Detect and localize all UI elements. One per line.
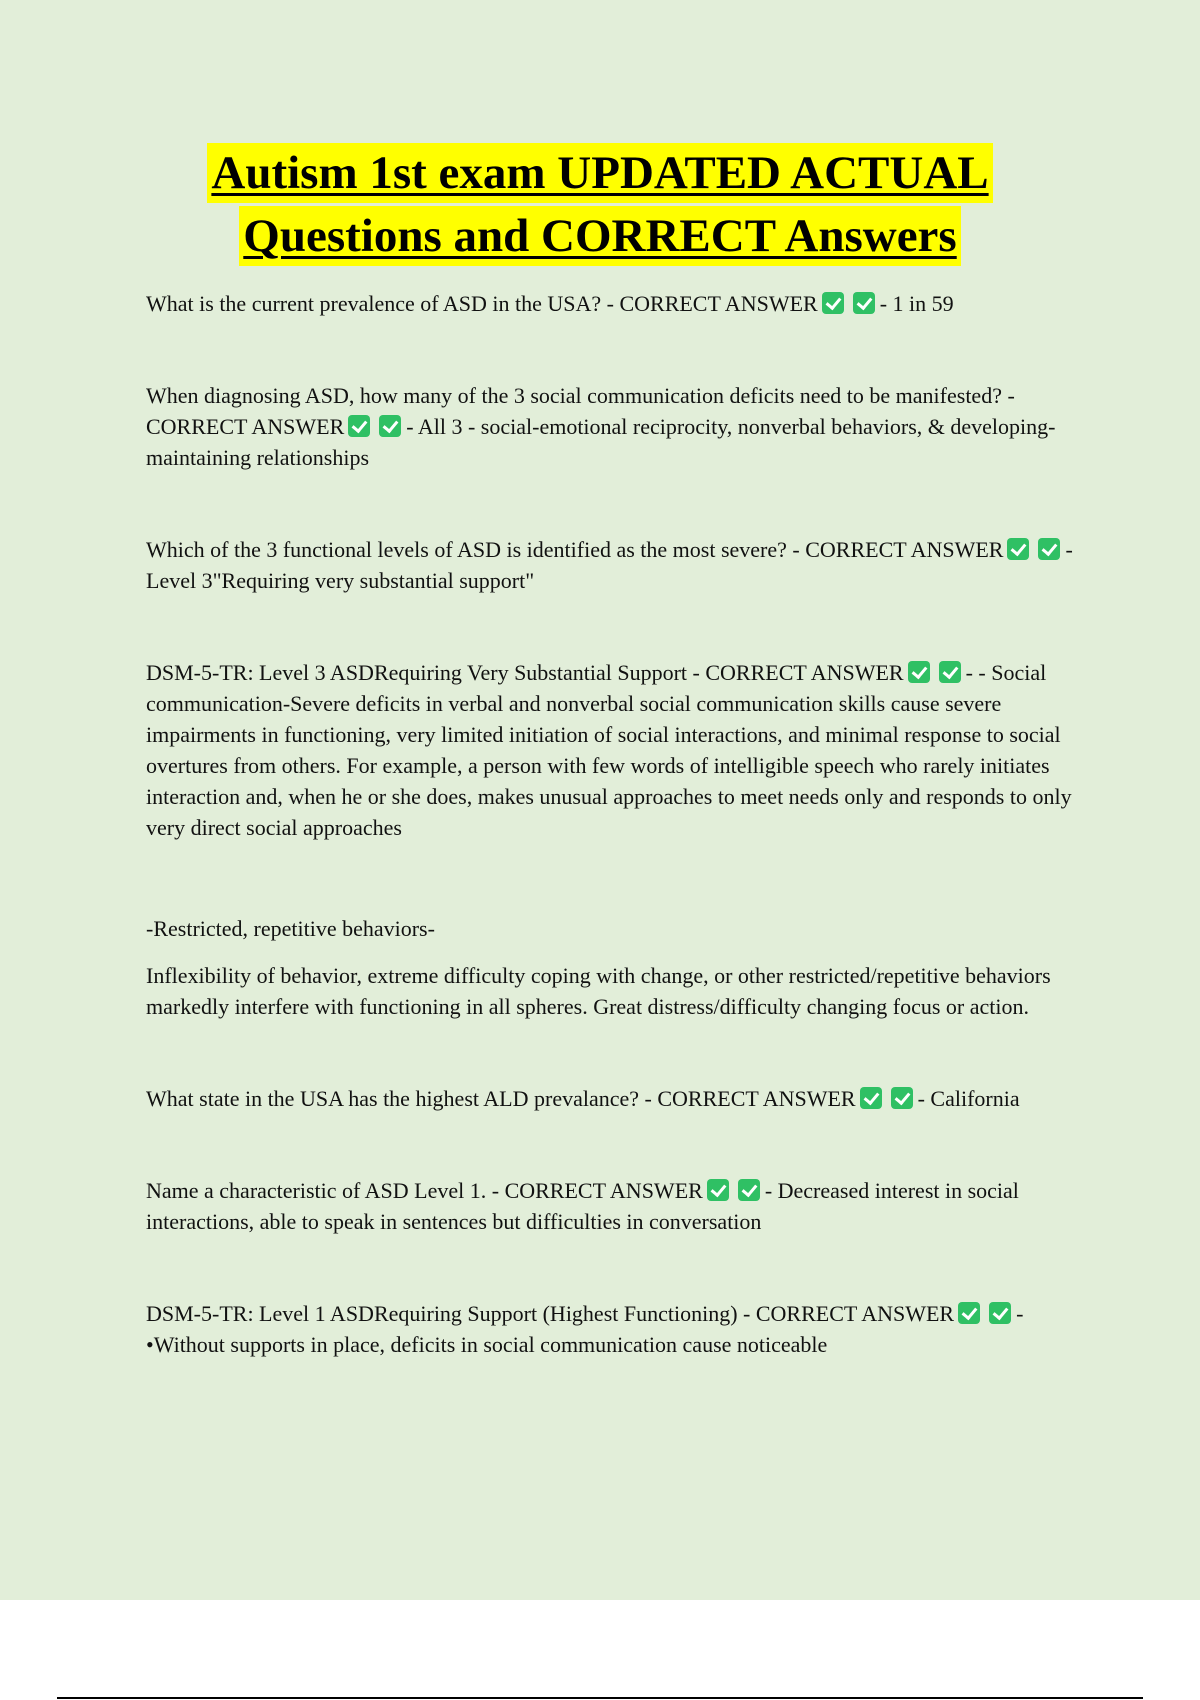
qa-item — [146, 380, 1096, 473]
title-line-1: Autism 1st exam UPDATED ACTUAL — [207, 143, 992, 203]
answer-text: - California — [917, 1086, 1020, 1111]
answer-text: - Decreased interest in social interactions, able to speak in sentences but difficulties in conversation — [146, 1178, 1019, 1234]
green-checkmark-icon — [348, 415, 370, 437]
section-heading: -Restricted, repetitive behaviors- — [146, 916, 435, 941]
qa-content — [146, 288, 1096, 1421]
green-checkmark-icon — [989, 1302, 1011, 1324]
green-checkmark-icon — [707, 1179, 729, 1201]
answer-text: - 1 in 59 — [879, 291, 954, 316]
qa-item — [146, 288, 1096, 319]
green-checkmark-icon — [860, 1087, 882, 1109]
document-title — [0, 143, 1200, 269]
green-checkmark-icon — [1038, 538, 1060, 560]
question-text: Name a characteristic of ASD Level 1. - CORRECT ANSWER — [146, 1178, 703, 1203]
question-text: What state in the USA has the highest ALD prevalance? - CORRECT ANSWER — [146, 1086, 856, 1111]
qa-item — [146, 1298, 1096, 1360]
answer-text: - Level 3"Requiring very substantial support" — [146, 537, 1073, 593]
question-text: What is the current prevalence of ASD in the USA? - CORRECT ANSWER — [146, 291, 818, 316]
qa-item — [146, 1175, 1096, 1237]
question-text: Which of the 3 functional levels of ASD is identified as the most severe? - CORRECT ANSWER — [146, 537, 1004, 562]
green-checkmark-icon — [939, 661, 961, 683]
body-paragraph: Inflexibility of behavior, extreme difficulty coping with change, or other restricted/repetitive behaviors markedly interfere with functioning in all spheres. Great distress/difficulty changing focus or action. — [146, 963, 1051, 1019]
green-checkmark-icon — [853, 292, 875, 314]
green-checkmark-icon — [958, 1302, 980, 1324]
answer-text: - - Social communication-Severe deficits in verbal and nonverbal social communication skills cause severe impairments in functioning, very limited initiation of social interactions, and minimal response to social overtures from others. For example, a person with few words of intelligible speech who rarely initiates interaction and, when he or she does, makes unusual approaches to meet needs only and responds to only very direct social approaches — [146, 660, 1072, 840]
question-text: DSM-5-TR: Level 1 ASDRequiring Support (Highest Functioning) - CORRECT ANSWER — [146, 1301, 955, 1326]
green-checkmark-icon — [891, 1087, 913, 1109]
question-text: DSM-5-TR: Level 3 ASDRequiring Very Substantial Support - CORRECT ANSWER — [146, 660, 904, 685]
title-line-2: Questions and CORRECT Answers — [239, 206, 960, 266]
green-checkmark-icon — [822, 292, 844, 314]
answer-text: - •Without supports in place, deficits in social communication cause noticeable — [146, 1301, 1024, 1357]
question-text: When diagnosing ASD, how many of the 3 social communication deficits need to be manifested? - CORRECT ANSWER — [146, 383, 1015, 439]
answer-text: - All 3 - social-emotional reciprocity, nonverbal behaviors, & developing- maintaining relationships — [146, 414, 1056, 470]
green-checkmark-icon — [379, 415, 401, 437]
green-checkmark-icon — [908, 661, 930, 683]
footer-divider — [57, 1697, 1143, 1699]
qa-item — [146, 534, 1096, 596]
qa-item — [146, 657, 1096, 843]
green-checkmark-icon — [738, 1179, 760, 1201]
qa-item — [146, 1083, 1096, 1114]
green-checkmark-icon — [1007, 538, 1029, 560]
